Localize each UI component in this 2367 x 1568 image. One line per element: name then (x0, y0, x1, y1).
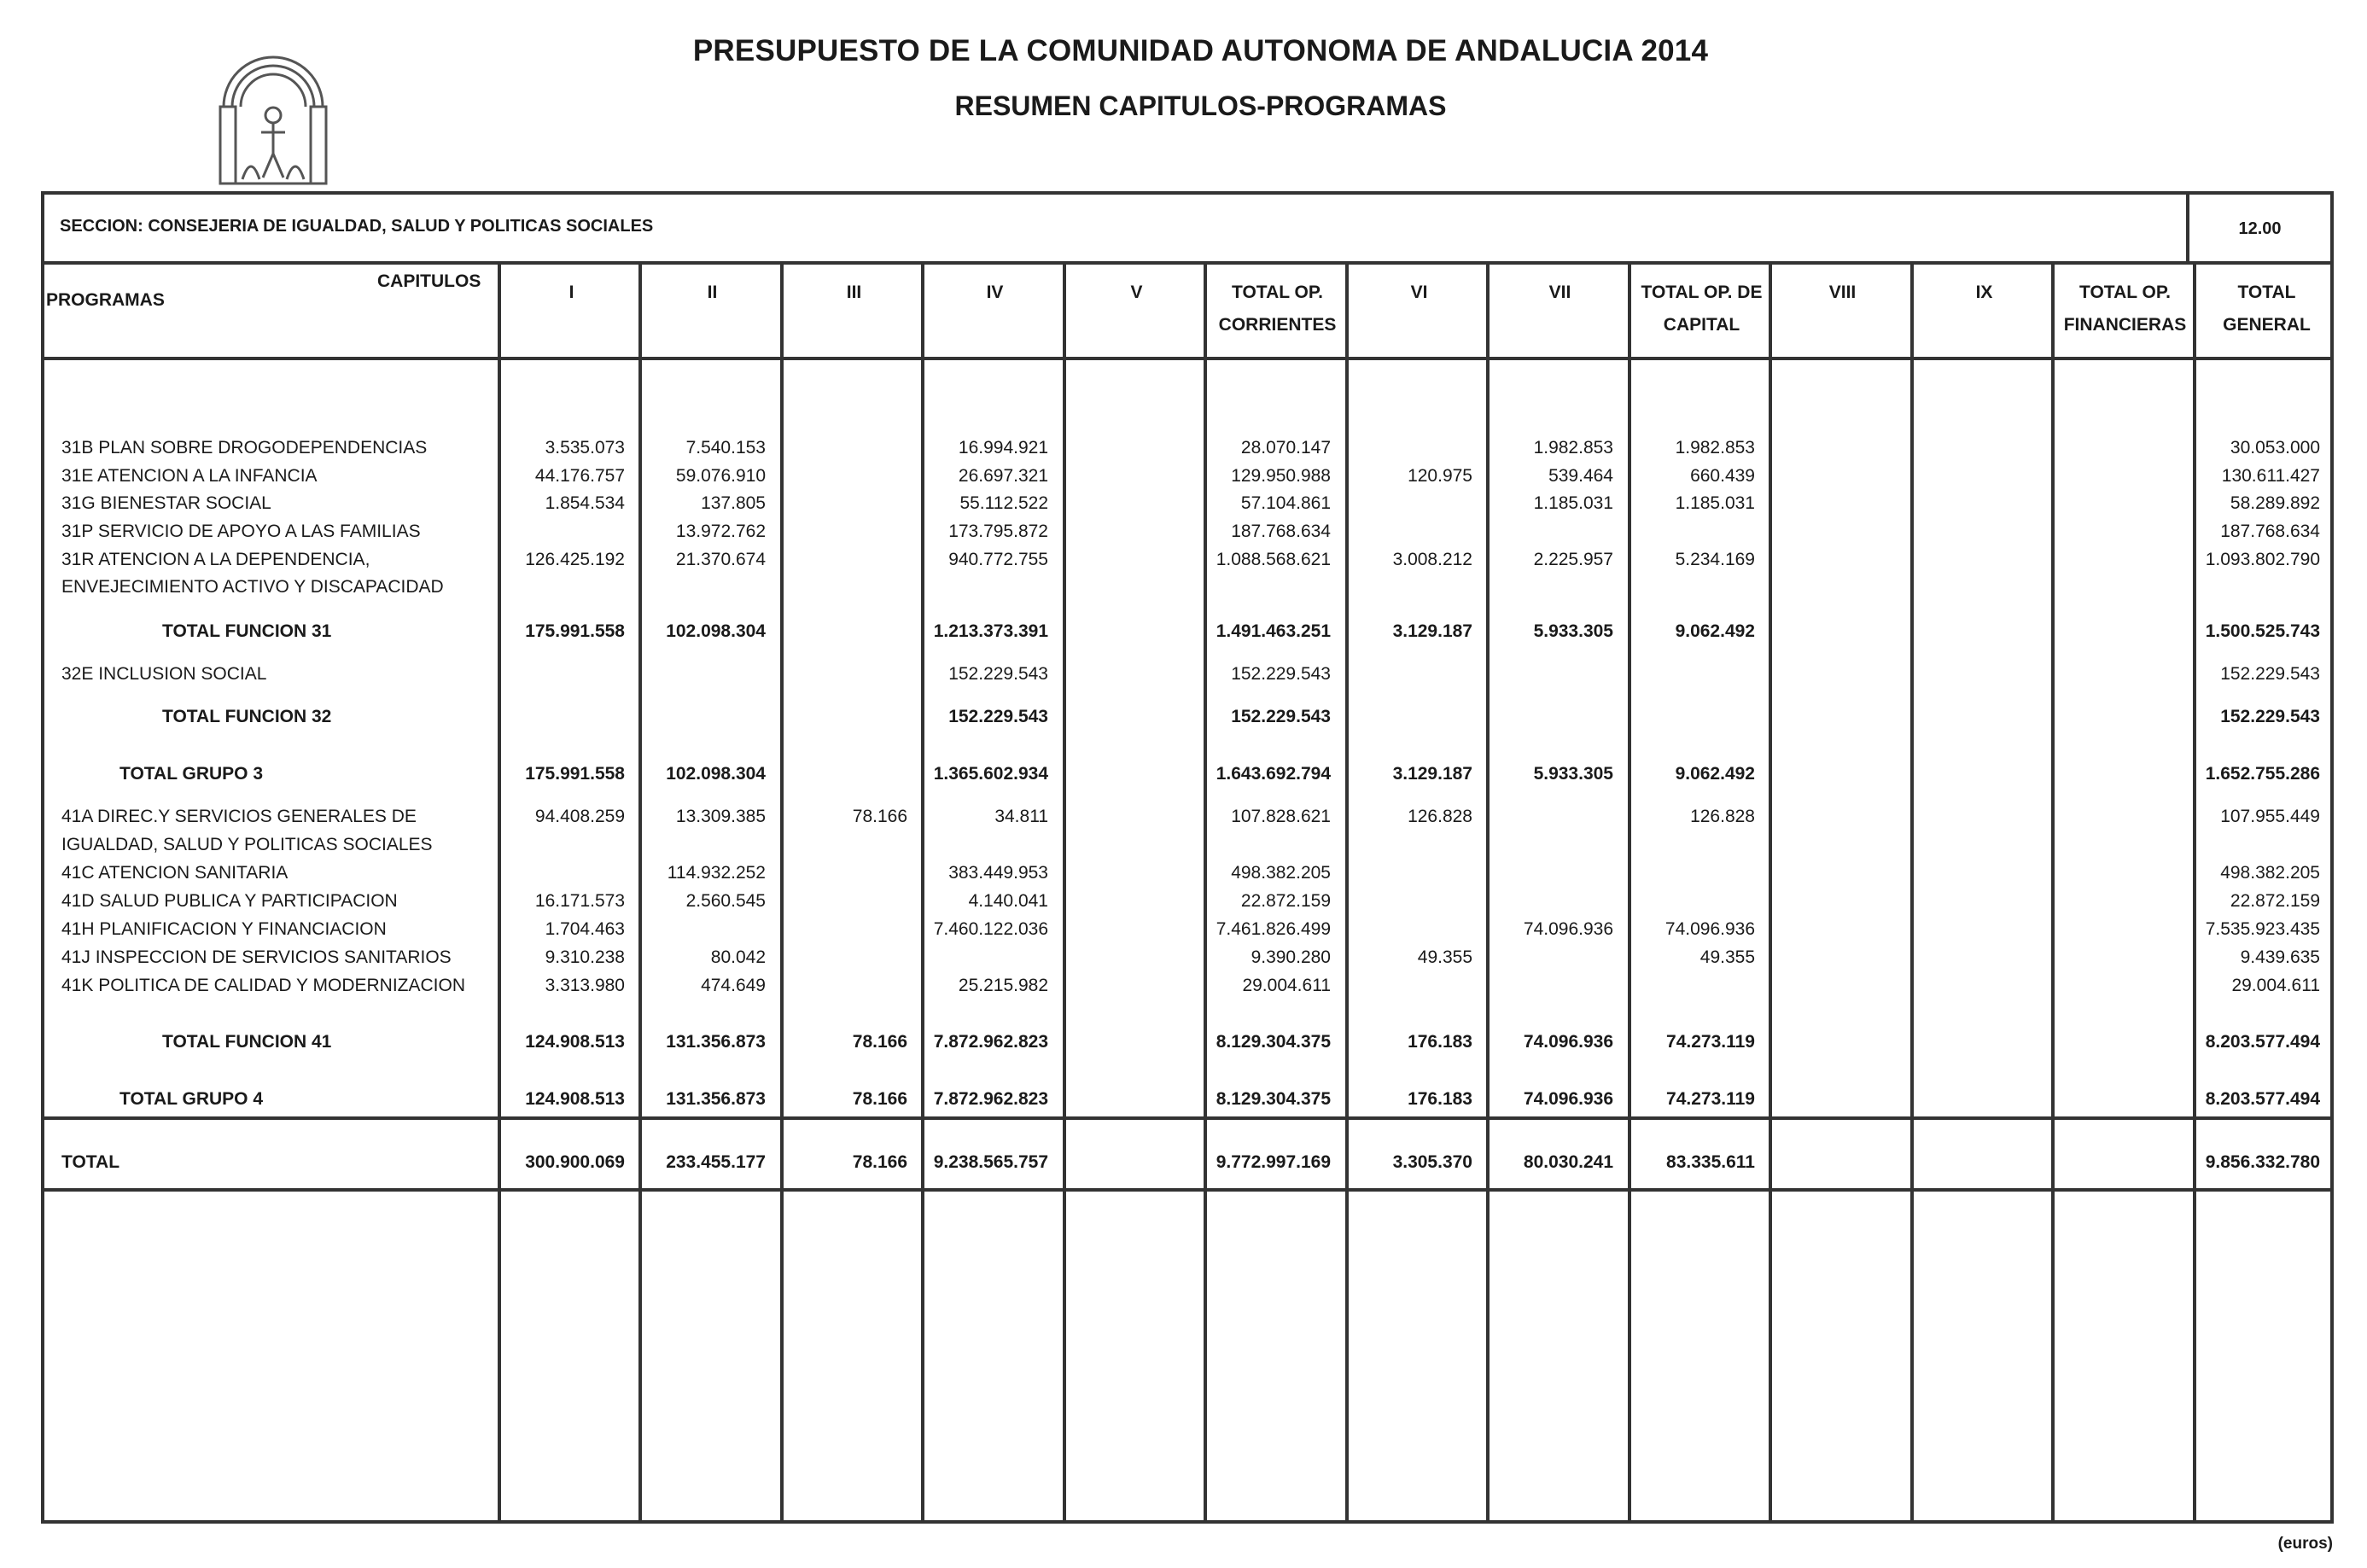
cell-value: 498.382.205 (1231, 863, 1331, 883)
row-label: 31R ATENCION A LA DEPENDENCIA, (61, 550, 370, 569)
column-header-line1: IV (986, 283, 1004, 302)
cell-value: 9.390.280 (1251, 947, 1331, 967)
cell-value: 1.185.031 (1533, 493, 1613, 513)
row-label: ENVEJECIMIENTO ACTIVO Y DISCAPACIDAD (61, 577, 444, 597)
cell-value: 152.229.543 (948, 664, 1048, 684)
cell-value: 107.828.621 (1231, 807, 1331, 826)
cell-value: 539.464 (1548, 466, 1613, 486)
cell-value: 9.238.565.757 (933, 1152, 1048, 1172)
cell-value: 940.772.755 (948, 550, 1048, 569)
programas-header: PROGRAMAS (46, 290, 165, 310)
column-header-line2: GENERAL (2223, 315, 2311, 335)
cell-value: 9.062.492 (1675, 621, 1755, 641)
cell-value: 5.933.305 (1533, 764, 1613, 784)
column-header-4 (924, 265, 1065, 353)
cell-value: 22.872.159 (2230, 891, 2320, 911)
table-row (44, 976, 2330, 1003)
cell-value: 1.088.568.621 (1216, 550, 1331, 569)
cell-value: 175.991.558 (525, 764, 625, 784)
row-label: 31G BIENESTAR SOCIAL (61, 493, 271, 513)
cell-value: 8.203.577.494 (2205, 1032, 2320, 1052)
cell-value: 1.491.463.251 (1216, 621, 1331, 641)
seccion-label: SECCION: CONSEJERIA DE IGUALDAD, SALUD Y POLITICAS SOCIALES (60, 217, 654, 236)
cell-value: 129.950.988 (1231, 466, 1331, 486)
column-header-line1: III (846, 283, 862, 302)
cell-value: 137.805 (701, 493, 766, 513)
row-label: 41K POLITICA DE CALIDAD Y MODERNIZACION (61, 976, 466, 995)
cell-value: 126.425.192 (525, 550, 625, 569)
cell-value: 2.225.957 (1533, 550, 1613, 569)
cell-value: 233.455.177 (666, 1152, 766, 1172)
cell-value: 102.098.304 (666, 764, 766, 784)
column-header-9 (1631, 265, 1772, 353)
column-header-12 (2055, 265, 2195, 353)
seccion-row (44, 195, 2330, 265)
cell-value: 1.704.463 (545, 919, 625, 939)
row-label: TOTAL FUNCION 31 (162, 621, 332, 641)
cell-value: 120.975 (1408, 466, 1472, 486)
cell-value: 29.004.611 (2231, 976, 2320, 995)
cell-value: 9.310.238 (545, 947, 625, 967)
cell-value: 498.382.205 (2220, 863, 2320, 883)
cell-value: 2.560.545 (685, 891, 766, 911)
cell-value: 7.540.153 (685, 438, 766, 458)
cell-value: 21.370.674 (675, 550, 766, 569)
cell-value: 44.176.757 (534, 466, 625, 486)
cell-value: 3.305.370 (1392, 1152, 1472, 1172)
column-header-line2: CORRIENTES (1218, 315, 1337, 335)
cell-value: 80.042 (710, 947, 766, 967)
unit-note: (euros) (2277, 1535, 2333, 1553)
cell-value: 13.972.762 (675, 522, 766, 541)
cell-value: 74.273.119 (1666, 1089, 1755, 1109)
column-header-7 (1349, 265, 1490, 353)
column-header-1 (501, 265, 642, 353)
table-row (44, 493, 2330, 521)
subtotal-row (44, 707, 2330, 734)
column-header-line2: FINANCIERAS (2063, 315, 2187, 335)
table-row (44, 891, 2330, 918)
cell-value: 5.234.169 (1675, 550, 1755, 569)
column-header-line1: VI (1410, 283, 1428, 302)
cell-value: 74.096.936 (1523, 1089, 1613, 1109)
column-header-line1: II (707, 283, 718, 302)
cell-value: 175.991.558 (525, 621, 625, 641)
table-row (44, 947, 2330, 975)
subtotal-row (44, 764, 2330, 791)
cell-value: 152.229.543 (1231, 664, 1331, 684)
cell-value: 124.908.513 (525, 1032, 625, 1052)
cell-value: 3.008.212 (1392, 550, 1472, 569)
row-label: 31P SERVICIO DE APOYO A LAS FAMILIAS (61, 522, 421, 541)
cell-value: 80.030.241 (1523, 1152, 1613, 1172)
cell-value: 8.203.577.494 (2205, 1089, 2320, 1109)
cell-value: 474.649 (701, 976, 766, 995)
cell-value: 59.076.910 (675, 466, 766, 486)
column-header-line1: TOTAL OP. (2079, 283, 2171, 302)
cell-value: 152.229.543 (948, 707, 1048, 726)
row-label: TOTAL (61, 1152, 120, 1172)
cell-value: 131.356.873 (666, 1032, 766, 1052)
cell-value: 176.183 (1408, 1032, 1472, 1052)
cell-value: 25.215.982 (958, 976, 1048, 995)
column-header-line1: VII (1548, 283, 1571, 302)
cell-value: 1.982.853 (1533, 438, 1613, 458)
column-header-2 (642, 265, 783, 353)
cell-value: 660.439 (1690, 466, 1755, 486)
cell-value: 383.449.953 (948, 863, 1048, 883)
row-label: TOTAL GRUPO 4 (120, 1089, 264, 1109)
cell-value: 29.004.611 (1242, 976, 1331, 995)
row-label: 32E INCLUSION SOCIAL (61, 664, 267, 684)
cell-value: 49.355 (1417, 947, 1472, 967)
cell-value: 74.273.119 (1666, 1032, 1755, 1052)
row-label: IGUALDAD, SALUD Y POLITICAS SOCIALES (61, 835, 433, 854)
cell-value: 55.112.522 (959, 493, 1048, 513)
cell-value: 7.460.122.036 (933, 919, 1048, 939)
column-header-10 (1772, 265, 1913, 353)
cell-value: 8.129.304.375 (1216, 1032, 1331, 1052)
cell-value: 9.856.332.780 (2205, 1152, 2320, 1172)
cell-value: 78.166 (852, 807, 907, 826)
capitulos-header: CAPITULOS (377, 271, 481, 291)
cell-value: 30.053.000 (2230, 438, 2320, 458)
cell-value: 34.811 (994, 807, 1048, 826)
cell-value: 8.129.304.375 (1216, 1089, 1331, 1109)
cell-value: 1.982.853 (1675, 438, 1755, 458)
cell-value: 1.213.373.391 (933, 621, 1048, 641)
cell-value: 187.768.634 (1231, 522, 1331, 541)
cell-value: 16.994.921 (958, 438, 1048, 458)
cell-value: 26.697.321 (958, 466, 1048, 486)
cell-value: 173.795.872 (948, 522, 1048, 541)
cell-value: 22.872.159 (1240, 891, 1331, 911)
table-row (44, 919, 2330, 947)
cell-value: 3.129.187 (1392, 621, 1472, 641)
cell-value: 7.872.962.823 (933, 1089, 1048, 1109)
cell-value: 300.900.069 (525, 1152, 625, 1172)
row-label: 41H PLANIFICACION Y FINANCIACION (61, 919, 387, 939)
table-row (44, 466, 2330, 493)
row-label: 41C ATENCION SANITARIA (61, 863, 289, 883)
column-header-13 (2196, 265, 2337, 353)
cell-value: 78.166 (852, 1089, 907, 1109)
cell-value: 94.408.259 (534, 807, 625, 826)
cell-value: 7.872.962.823 (933, 1032, 1048, 1052)
cell-value: 7.535.923.435 (2205, 919, 2320, 939)
row-label: 41A DIREC.Y SERVICIOS GENERALES DE (61, 807, 417, 826)
document-subtitle: RESUMEN CAPITULOS-PROGRAMAS (954, 90, 1447, 121)
cell-value: 1.643.692.794 (1216, 764, 1331, 784)
total-separator-top (44, 1116, 2330, 1120)
table-row (44, 835, 2330, 862)
cell-value: 13.309.385 (675, 807, 766, 826)
table-row (44, 550, 2330, 577)
column-header-8 (1490, 265, 1630, 353)
cell-value: 1.854.534 (545, 493, 625, 513)
cell-value: 187.768.634 (2220, 522, 2320, 541)
table-row (44, 807, 2330, 834)
table-row (44, 577, 2330, 604)
grand-total-row (44, 1152, 2330, 1180)
cell-value: 58.289.892 (2230, 493, 2320, 513)
row-label: TOTAL GRUPO 3 (120, 764, 264, 784)
column-header-5 (1066, 265, 1207, 353)
column-header-line1: I (568, 283, 574, 302)
cell-value: 114.932.252 (667, 863, 766, 883)
column-header-line1: TOTAL OP. (1232, 283, 1323, 302)
column-header-line1: TOTAL (2237, 283, 2296, 302)
row-label: 41J INSPECCION DE SERVICIOS SANITARIOS (61, 947, 452, 967)
cell-value: 1.365.602.934 (933, 764, 1048, 784)
row-label: TOTAL FUNCION 32 (162, 707, 332, 726)
row-label: 31B PLAN SOBRE DROGODEPENDENCIAS (61, 438, 428, 458)
cell-value: 7.461.826.499 (1216, 919, 1331, 939)
seccion-code: 12.00 (2186, 195, 2330, 261)
total-separator-bottom (44, 1188, 2330, 1192)
subtotal-row (44, 621, 2330, 649)
cell-value: 4.140.041 (968, 891, 1048, 911)
cell-value: 9.439.635 (2240, 947, 2320, 967)
cell-value: 107.955.449 (2220, 807, 2320, 826)
document-title: PRESUPUESTO DE LA COMUNIDAD AUTONOMA DE ANDALUCIA 2014 (692, 34, 1709, 67)
column-header-11 (1914, 265, 2055, 353)
row-label: 31E ATENCION A LA INFANCIA (61, 466, 318, 486)
subtotal-row (44, 1032, 2330, 1059)
cell-value: 5.933.305 (1533, 621, 1613, 641)
cell-value: 1.500.525.743 (2205, 621, 2320, 641)
cell-value: 126.828 (1408, 807, 1472, 826)
column-header-row (44, 265, 2330, 360)
table-row (44, 438, 2330, 465)
column-header-line2: CAPITAL (1663, 315, 1740, 335)
subtotal-row (44, 1089, 2330, 1116)
cell-value: 1.652.755.286 (2205, 764, 2320, 784)
cell-value: 16.171.573 (534, 891, 625, 911)
column-header-line1: IX (1975, 283, 1993, 302)
cell-value: 57.104.861 (1240, 493, 1331, 513)
cell-value: 126.828 (1690, 807, 1755, 826)
cell-value: 74.096.936 (1523, 919, 1613, 939)
cell-value: 78.166 (852, 1032, 907, 1052)
row-label: 41D SALUD PUBLICA Y PARTICIPACION (61, 891, 398, 911)
column-header-3 (784, 265, 924, 353)
cell-value: 9.772.997.169 (1216, 1152, 1331, 1172)
cell-value: 102.098.304 (666, 621, 766, 641)
cell-value: 1.093.802.790 (2205, 550, 2320, 569)
cell-value: 28.070.147 (1240, 438, 1331, 458)
cell-value: 130.611.427 (2221, 466, 2320, 486)
column-header-line1: VIII (1828, 283, 1857, 302)
table-row (44, 664, 2330, 691)
cell-value: 152.229.543 (2220, 707, 2320, 726)
cell-value: 124.908.513 (525, 1089, 625, 1109)
row-label: TOTAL FUNCION 41 (162, 1032, 332, 1052)
cell-value: 83.335.611 (1666, 1152, 1755, 1172)
cell-value: 3.313.980 (545, 976, 625, 995)
cell-value: 131.356.873 (666, 1089, 766, 1109)
cell-value: 74.096.936 (1523, 1032, 1613, 1052)
cell-value: 176.183 (1408, 1089, 1472, 1109)
cell-value: 3.129.187 (1392, 764, 1472, 784)
cell-value: 9.062.492 (1675, 764, 1755, 784)
cell-value: 78.166 (852, 1152, 907, 1172)
column-header-6 (1207, 265, 1348, 353)
cell-value: 49.355 (1699, 947, 1755, 967)
cell-value: 1.185.031 (1675, 493, 1755, 513)
cell-value: 152.229.543 (1231, 707, 1331, 726)
column-header-line1: TOTAL OP. DE (1641, 283, 1763, 302)
cell-value: 152.229.543 (2220, 664, 2320, 684)
table-row (44, 522, 2330, 549)
cell-value: 3.535.073 (545, 438, 625, 458)
budget-table (41, 191, 2334, 1524)
cell-value: 74.096.936 (1664, 919, 1755, 939)
table-row (44, 863, 2330, 890)
column-header-line1: V (1130, 283, 1143, 302)
